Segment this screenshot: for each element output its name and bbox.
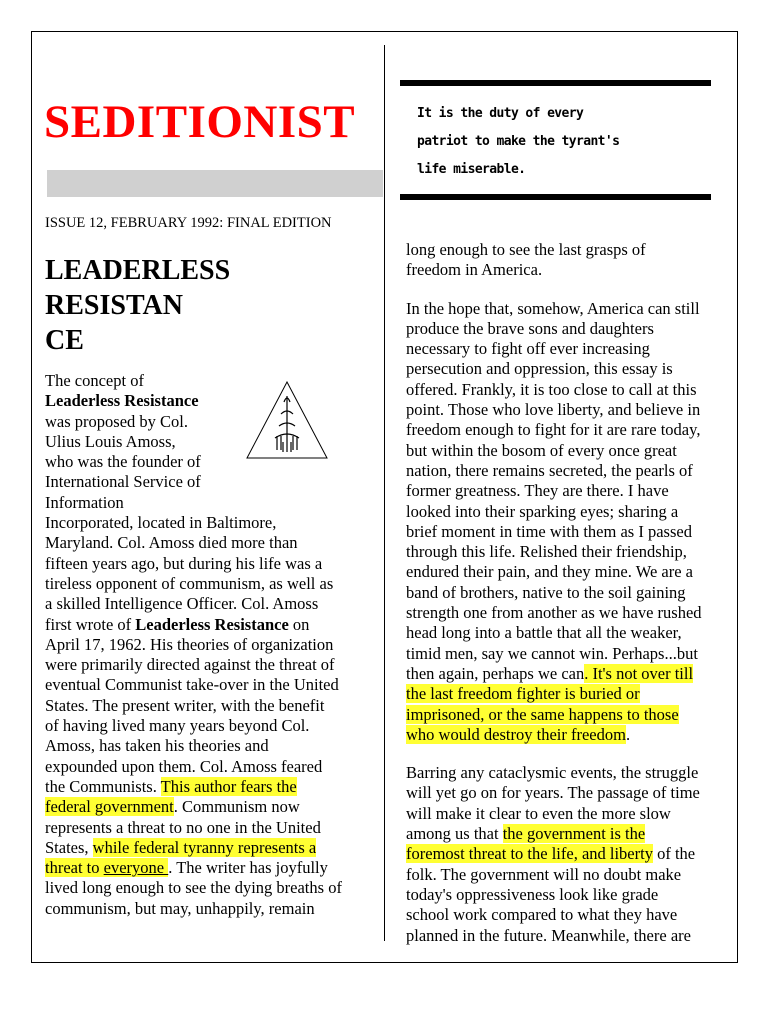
text-run: nation, there remains secreted, the pearls of	[406, 460, 693, 480]
text-line	[406, 623, 702, 643]
text-run: who was the founder of	[45, 452, 201, 472]
text-line	[406, 400, 702, 420]
column-divider	[384, 45, 385, 941]
text-run: necessary to fight off ever increasing	[406, 339, 650, 359]
quote-line: patriot to make the tyrant's	[417, 134, 620, 149]
right-column	[406, 240, 702, 946]
paragraph	[406, 299, 702, 746]
paragraph-gap	[406, 281, 702, 299]
text-run: looked into their sparking eyes; sharing a	[406, 501, 679, 521]
text-run: persecution and oppression, this essay is	[406, 359, 673, 379]
text-run: was proposed by Col.	[45, 411, 188, 431]
text-line	[45, 574, 342, 594]
headline-line: LEADERLESS	[45, 255, 231, 286]
text-line	[406, 583, 702, 603]
text-run: .	[625, 724, 631, 744]
text-line	[45, 655, 342, 675]
text-line	[406, 783, 702, 803]
text-line	[406, 885, 702, 905]
text-run: were primarily directed against the threat of	[45, 655, 335, 675]
text-run: will make it clear to even the more slow	[406, 803, 671, 823]
text-line	[406, 824, 702, 844]
text-line	[45, 899, 342, 919]
headline-line: RESISTAN	[45, 290, 183, 321]
text-line	[406, 461, 702, 481]
highlighted-text: the last freedom fighter is buried or	[406, 684, 640, 704]
text-line	[406, 684, 702, 704]
text-line	[45, 858, 342, 878]
text-line	[406, 339, 702, 359]
text-run: band of brothers, native to the soil gaining	[406, 582, 686, 602]
text-run: States,	[45, 837, 93, 857]
text-run: strength one from another as we have rushed	[406, 603, 702, 623]
highlighted-text: This author fears the	[160, 776, 297, 796]
highlighted-text: foremost threat to the life, and liberty	[406, 844, 653, 864]
text-run: point. Those who love liberty, and believe in	[406, 400, 701, 420]
text-line	[45, 675, 342, 695]
text-run: today's oppressiveness look like grade	[406, 884, 659, 904]
text-run: timid men, say we cannot win. Perhaps...but	[406, 643, 698, 663]
text-run: expounded upon them. Col. Amoss feared	[45, 756, 323, 776]
text-line	[45, 533, 342, 553]
text-line	[406, 664, 702, 684]
text-run: . The writer has joyfully	[168, 858, 328, 878]
text-line	[406, 522, 702, 542]
quote-bottom-rule	[400, 194, 711, 200]
text-run: In the hope that, somehow, America can still	[406, 298, 700, 318]
text-line	[45, 736, 342, 756]
article-headline	[45, 253, 265, 358]
text-line	[45, 472, 342, 492]
text-line	[406, 260, 702, 280]
text-line	[45, 432, 342, 452]
text-run: of having lived many years beyond Col.	[45, 716, 310, 736]
text-run: Amoss, has taken his theories and	[45, 736, 269, 756]
text-line	[45, 615, 342, 635]
highlighted-text: federal government	[45, 797, 174, 817]
text-run: April 17, 1962. His theories of organization	[45, 634, 334, 654]
text-line	[45, 818, 342, 838]
text-run: a skilled Intelligence Officer. Col. Amoss	[45, 594, 319, 614]
paragraph-gap	[406, 745, 702, 763]
text-line	[406, 763, 702, 783]
text-run: long enough to see the last grasps of	[406, 240, 646, 259]
text-run: the Communists.	[45, 776, 161, 796]
text-line	[45, 878, 342, 898]
text-line	[406, 562, 702, 582]
text-line	[406, 905, 702, 925]
quote-line: It is the duty of every	[417, 106, 584, 121]
text-line	[406, 299, 702, 319]
paragraph	[406, 763, 702, 946]
text-run: lived long enough to see the dying breaths of	[45, 878, 342, 898]
text-run: States. The present writer, with the benefit	[45, 695, 325, 715]
text-run: among us that	[406, 824, 503, 844]
text-line	[45, 757, 342, 777]
text-line	[406, 725, 702, 745]
text-run: head long into a battle that all the weaker,	[406, 623, 682, 643]
highlighted-text: everyone	[103, 858, 169, 878]
text-run: Incorporated, located in Baltimore,	[45, 513, 277, 533]
text-line	[406, 240, 702, 260]
text-run: Ulius Louis Amoss,	[45, 431, 176, 451]
text-run: endured their pain, and they mine. We are a	[406, 562, 694, 582]
text-run: produce the brave sons and daughters	[406, 318, 654, 338]
text-run: International Service of	[45, 472, 201, 492]
bold-term: Leaderless Resistance	[135, 614, 289, 634]
text-line	[406, 441, 702, 461]
headline-line: CE	[45, 325, 84, 356]
text-line	[45, 594, 342, 614]
text-line	[406, 359, 702, 379]
text-run: Information	[45, 492, 124, 512]
quote-line: life miserable.	[417, 162, 526, 177]
text-run: through this life. Relished their friendship,	[406, 542, 687, 562]
text-run: The concept of	[45, 371, 144, 390]
text-run: represents a threat to no one in the United	[45, 817, 321, 837]
text-line	[45, 513, 342, 533]
text-line	[406, 705, 702, 725]
text-run: freedom enough to fight for it are rare today,	[406, 420, 701, 440]
text-run: Barring any cataclysmic events, the struggle	[406, 763, 699, 783]
text-line	[45, 635, 342, 655]
text-run: former greatness. They are there. I have	[406, 481, 669, 501]
text-line	[406, 481, 702, 501]
text-line	[45, 493, 342, 513]
text-run: will yet go on for years. The passage of time	[406, 783, 700, 803]
masthead-title: SEDITIONIST	[44, 96, 356, 148]
text-run: brief moment in time with them as I passed	[406, 521, 692, 541]
highlighted-text: threat to	[45, 858, 104, 878]
highlighted-text: imprisoned, or the same happens to those	[406, 704, 679, 724]
text-line	[45, 391, 342, 411]
text-run: school work compared to what they have	[406, 905, 678, 925]
text-run: eventual Communist take-over in the United	[45, 675, 339, 695]
text-run: tireless opponent of communism, as well as	[45, 573, 334, 593]
text-line	[406, 603, 702, 623]
text-line	[45, 371, 342, 391]
text-run: of the	[652, 844, 696, 864]
text-run: planned in the future. Meanwhile, there are	[406, 925, 691, 945]
text-line	[406, 542, 702, 562]
text-line	[45, 838, 342, 858]
bold-term: Leaderless Resistance	[45, 391, 199, 411]
masthead-gray-bar	[47, 170, 383, 197]
text-line	[406, 865, 702, 885]
text-run: communism, but may, unhappily, remain	[45, 898, 315, 918]
left-column	[45, 371, 342, 919]
text-run: offered. Frankly, it is too close to call at this	[406, 379, 697, 399]
text-line	[406, 502, 702, 522]
text-line	[45, 696, 342, 716]
text-line	[406, 926, 702, 946]
quote-box	[417, 100, 619, 184]
text-line	[45, 554, 342, 574]
highlighted-text: who would destroy their freedom	[406, 724, 626, 744]
paragraph	[406, 240, 702, 281]
text-line	[406, 420, 702, 440]
text-line	[406, 804, 702, 824]
text-line	[406, 644, 702, 664]
text-line	[45, 777, 342, 797]
text-line	[406, 844, 702, 864]
text-line	[45, 412, 342, 432]
highlighted-text: the government is the	[502, 824, 646, 844]
text-run: folk. The government will no doubt make	[406, 864, 682, 884]
text-line	[406, 380, 702, 400]
text-run: freedom in America.	[406, 260, 543, 280]
text-line	[406, 319, 702, 339]
highlighted-text: while federal tyranny represents a	[92, 837, 317, 857]
text-line	[45, 797, 342, 817]
text-line	[45, 452, 342, 472]
issue-line: ISSUE 12, FEBRUARY 1992: FINAL EDITION	[45, 215, 332, 231]
text-run: but within the bosom of every once great	[406, 440, 677, 460]
text-run: fifteen years ago, but during his life was a	[45, 553, 323, 573]
text-line	[45, 716, 342, 736]
quote-top-rule	[400, 80, 711, 86]
text-run: first wrote of	[45, 614, 136, 634]
highlighted-text: . It's not over till	[584, 663, 694, 683]
text-run: on	[288, 614, 310, 634]
text-run: then again, perhaps we can	[406, 663, 585, 683]
text-run: Maryland. Col. Amoss died more than	[45, 533, 298, 553]
text-run: . Communism now	[173, 797, 300, 817]
